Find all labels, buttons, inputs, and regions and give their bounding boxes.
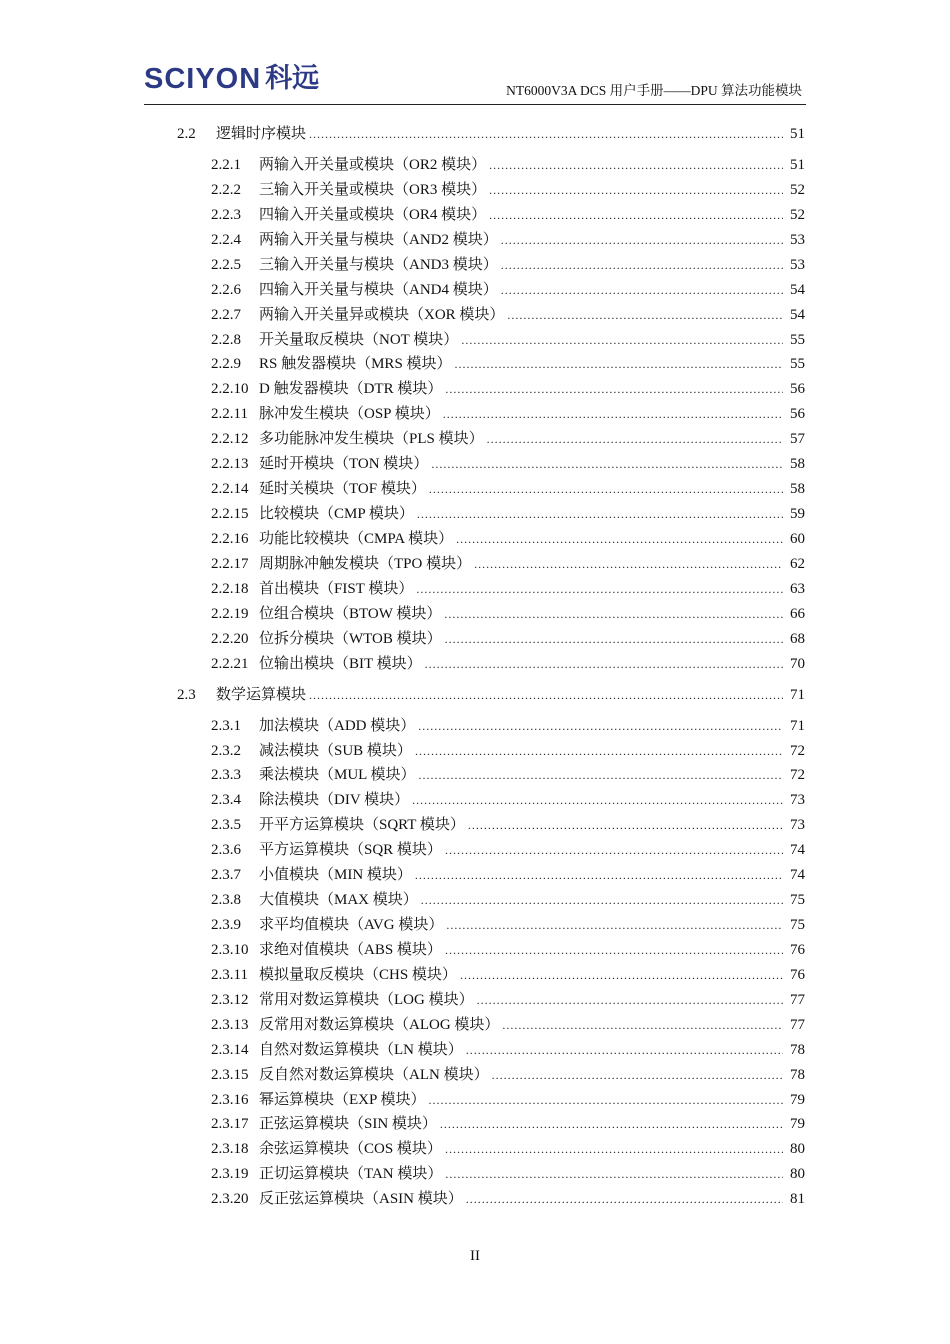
toc-entry-title: 求绝对值模块（ABS 模块） <box>259 941 442 958</box>
toc-page-number: 72 <box>790 767 805 784</box>
toc-subsection-row[interactable] <box>211 889 805 911</box>
page-header <box>0 0 950 110</box>
toc-entry-title: 开平方运算模块（SQRT 模块） <box>259 817 465 834</box>
toc-entry-number: 2.3.3 <box>211 767 241 784</box>
toc-subsection-row[interactable] <box>211 1163 805 1185</box>
toc-dot-leader <box>502 1014 783 1036</box>
toc-page-number: 52 <box>790 206 805 223</box>
page-number: II <box>470 1248 480 1264</box>
toc-entry-number: 2.3.19 <box>211 1166 249 1183</box>
document-title: NT6000V3A DCS 用户手册——DPU 算法功能模块 <box>506 83 802 98</box>
toc-subsection-row[interactable] <box>211 353 805 375</box>
toc-dot-leader <box>466 1039 783 1061</box>
toc-subsection-row[interactable] <box>211 1064 805 1086</box>
toc-entry-number: 2.2.12 <box>211 431 249 448</box>
toc-page-number: 63 <box>790 580 805 597</box>
toc-dot-leader <box>419 764 783 786</box>
toc-entry-number: 2.3.14 <box>211 1041 249 1058</box>
toc-entry-title: 逻辑时序模块 <box>216 126 307 142</box>
header-divider <box>144 104 806 105</box>
toc-page-number: 73 <box>790 792 805 809</box>
toc-dot-leader <box>474 553 783 575</box>
toc-dot-leader <box>416 578 783 600</box>
toc-entry-title: 两输入开关量异或模块（XOR 模块） <box>259 306 505 323</box>
toc-subsection-row[interactable] <box>211 864 805 886</box>
toc-subsection-row[interactable] <box>211 839 805 861</box>
toc-dot-leader <box>487 428 783 450</box>
toc-page-number: 73 <box>790 817 805 834</box>
toc-page-number: 81 <box>790 1191 805 1208</box>
toc-page-number: 76 <box>790 966 805 983</box>
toc-subsection-row[interactable] <box>211 528 805 550</box>
toc-page-number: 59 <box>790 506 805 523</box>
toc-entry-number: 2.2.15 <box>211 506 249 523</box>
toc-entry-title: 位组合模块（BTOW 模块） <box>259 605 442 622</box>
toc-dot-leader <box>455 353 783 375</box>
toc-page-number: 70 <box>790 655 805 672</box>
toc-entry-number: 2.3.13 <box>211 1016 249 1033</box>
toc-entry-number: 2.3.4 <box>211 792 241 809</box>
toc-page-number: 51 <box>790 126 805 142</box>
toc-dot-leader <box>429 1089 783 1111</box>
toc-entry-number: 2.3.8 <box>211 892 241 909</box>
toc-entry-title: 反常用对数运算模块（ALOG 模块） <box>259 1016 500 1033</box>
toc-subsection-row[interactable] <box>211 428 805 450</box>
toc-dot-leader <box>309 123 783 145</box>
toc-entry-title: 大值模块（MAX 模块） <box>259 892 418 909</box>
toc-entry-number: 2.3.16 <box>211 1091 249 1108</box>
toc-entry-number: 2.3.10 <box>211 941 249 958</box>
toc-page-number: 79 <box>790 1091 805 1108</box>
toc-entry-title: 正切运算模块（TAN 模块） <box>259 1166 443 1183</box>
toc-entry-title: 延时开模块（TON 模块） <box>259 456 429 473</box>
toc-page-number: 71 <box>790 717 805 734</box>
toc-entry-number: 2.2.21 <box>211 655 249 672</box>
toc-subsection-row[interactable] <box>211 229 805 251</box>
toc-page-number: 58 <box>790 456 805 473</box>
toc-entry-title: RS 触发器模块（MRS 模块） <box>259 356 452 373</box>
toc-dot-leader <box>507 304 783 326</box>
toc-entry-title: 四输入开关量与模块（AND4 模块） <box>259 281 498 298</box>
toc-subsection-row[interactable] <box>211 1089 805 1111</box>
toc-page-number: 68 <box>790 630 805 647</box>
toc-page-number: 79 <box>790 1116 805 1133</box>
toc-entry-title: 功能比较模块（CMPA 模块） <box>259 530 454 547</box>
toc-subsection-row[interactable] <box>211 764 805 786</box>
toc-page-number: 74 <box>790 867 805 884</box>
toc-entry-title: 周期脉冲触发模块（TPO 模块） <box>259 555 472 572</box>
toc-entry-number: 2.2.18 <box>211 580 249 597</box>
toc-dot-leader <box>417 503 783 525</box>
toc-dot-leader <box>489 179 783 201</box>
toc-subsection-row[interactable] <box>211 403 805 425</box>
toc-entry-number: 2.2.10 <box>211 381 249 398</box>
toc-entry-number: 2.2.3 <box>211 206 241 223</box>
toc-dot-leader <box>445 839 783 861</box>
toc-dot-leader <box>460 964 783 986</box>
toc-entry-title: 三输入开关量或模块（OR3 模块） <box>259 181 487 198</box>
toc-dot-leader <box>431 453 783 475</box>
toc-dot-leader <box>418 715 783 737</box>
toc-subsection-row[interactable] <box>211 740 805 762</box>
toc-entry-title: D 触发器模块（DTR 模块） <box>259 381 443 398</box>
toc-dot-leader <box>461 329 783 351</box>
toc-dot-leader <box>425 653 783 675</box>
toc-page-number: 77 <box>790 1016 805 1033</box>
toc-entry-number: 2.2.2 <box>211 181 241 198</box>
toc-entry-title: 余弦运算模块（COS 模块） <box>259 1141 442 1158</box>
toc-entry-number: 2.2.6 <box>211 281 241 298</box>
toc-subsection-row[interactable] <box>211 1188 805 1210</box>
toc-entry-number: 2.3.6 <box>211 842 241 859</box>
toc-page-number: 55 <box>790 356 805 373</box>
toc-page-number: 77 <box>790 991 805 1008</box>
toc-dot-leader <box>501 279 783 301</box>
toc-entry-number: 2.3.18 <box>211 1141 249 1158</box>
toc-subsection-row[interactable] <box>211 964 805 986</box>
toc-entry-title: 两输入开关量与模块（AND2 模块） <box>259 231 498 248</box>
toc-dot-leader <box>440 1113 783 1135</box>
toc-entry-number: 2.2.13 <box>211 456 249 473</box>
toc-dot-leader <box>445 939 783 961</box>
toc-entry-title: 反正弦运算模块（ASIN 模块） <box>259 1191 463 1208</box>
toc-entry-number: 2.3.7 <box>211 867 241 884</box>
toc-dot-leader <box>415 740 783 762</box>
toc-page-number: 52 <box>790 181 805 198</box>
toc-entry-title: 比较模块（CMP 模块） <box>259 506 414 523</box>
toc-page-number: 62 <box>790 555 805 572</box>
toc-subsection-row[interactable] <box>211 603 805 625</box>
toc-page-number: 51 <box>790 157 805 173</box>
toc-entry-number: 2.3.17 <box>211 1116 249 1133</box>
toc-subsection-row[interactable] <box>211 553 805 575</box>
toc-dot-leader <box>501 254 783 276</box>
toc-entry-title: 常用对数运算模块（LOG 模块） <box>259 991 474 1008</box>
toc-dot-leader <box>429 478 783 500</box>
toc-entry-number: 2.3.2 <box>211 742 241 759</box>
toc-page-number: 80 <box>790 1166 805 1183</box>
toc-entry-number: 2.2 <box>177 126 196 142</box>
toc-subsection-row[interactable] <box>211 1014 805 1036</box>
toc-entry-number: 2.3 <box>177 686 196 703</box>
toc-entry-number: 2.3.15 <box>211 1066 249 1083</box>
toc-entry-number: 2.3.12 <box>211 991 249 1008</box>
toc-page-number: 78 <box>790 1066 805 1083</box>
toc-page-number: 75 <box>790 917 805 934</box>
sciyon-logo <box>144 64 319 94</box>
toc-entry-title: 脉冲发生模块（OSP 模块） <box>259 406 440 423</box>
toc-entry-title: 两输入开关量或模块（OR2 模块） <box>259 157 487 173</box>
toc-entry-title: 模拟量取反模块（CHS 模块） <box>259 966 457 983</box>
toc-subsection-row[interactable] <box>211 628 805 650</box>
toc-entry-title: 延时关模块（TOF 模块） <box>259 481 426 498</box>
toc-entry-number: 2.2.1 <box>211 157 241 173</box>
toc-entry-title: 正弦运算模块（SIN 模块） <box>259 1116 437 1133</box>
toc-subsection-row[interactable] <box>211 378 805 400</box>
toc-page-number: 55 <box>790 331 805 348</box>
toc-dot-leader <box>492 1064 783 1086</box>
toc-subsection-row[interactable] <box>211 329 805 351</box>
toc-subsection-row[interactable] <box>211 279 805 301</box>
toc-entry-title: 数学运算模块 <box>216 686 307 703</box>
toc-dot-leader <box>444 603 783 625</box>
toc-entry-title: 小值模块（MIN 模块） <box>259 867 412 884</box>
toc-entry-title: 减法模块（SUB 模块） <box>259 742 412 759</box>
toc-entry-number: 2.3.1 <box>211 717 241 734</box>
toc-entry-title: 三输入开关量与模块（AND3 模块） <box>259 256 498 273</box>
toc-dot-leader <box>412 789 783 811</box>
toc-subsection-row[interactable] <box>211 653 805 675</box>
toc-section-row[interactable] <box>177 123 805 145</box>
toc-subsection-row[interactable] <box>211 154 805 176</box>
toc-page-number: 60 <box>790 530 805 547</box>
toc-page-number: 56 <box>790 381 805 398</box>
toc-dot-leader <box>489 154 783 176</box>
toc-page-number: 74 <box>790 842 805 859</box>
toc-dot-leader <box>445 1163 783 1185</box>
toc-dot-leader <box>456 528 783 550</box>
toc-dot-leader <box>443 403 783 425</box>
toc-subsection-row[interactable] <box>211 814 805 836</box>
toc-entry-number: 2.2.8 <box>211 331 241 348</box>
toc-page-number: 66 <box>790 605 805 622</box>
toc-subsection-row[interactable] <box>211 204 805 226</box>
toc-entry-number: 2.3.20 <box>211 1191 249 1208</box>
toc-subsection-row[interactable] <box>211 715 805 737</box>
toc-subsection-row[interactable] <box>211 1039 805 1061</box>
toc-entry-title: 除法模块（DIV 模块） <box>259 792 410 809</box>
toc-dot-leader <box>501 229 783 251</box>
toc-page-number: 53 <box>790 256 805 273</box>
toc-page-number: 72 <box>790 742 805 759</box>
toc-page-number: 80 <box>790 1141 805 1158</box>
toc-entry-number: 2.3.11 <box>211 966 248 983</box>
toc-subsection-row[interactable] <box>211 1113 805 1135</box>
toc-subsection-row[interactable] <box>211 179 805 201</box>
toc-dot-leader <box>445 1138 783 1160</box>
toc-subsection-row[interactable] <box>211 254 805 276</box>
toc-subsection-row[interactable] <box>211 503 805 525</box>
toc-entry-number: 2.3.5 <box>211 817 241 834</box>
toc-entry-title: 四输入开关量或模块（OR4 模块） <box>259 206 487 223</box>
toc-page-number: 76 <box>790 941 805 958</box>
toc-subsection-row[interactable] <box>211 578 805 600</box>
logo-cn-text: 科远 <box>265 63 320 94</box>
toc-dot-leader <box>446 914 783 936</box>
toc-subsection-row[interactable] <box>211 304 805 326</box>
toc-entry-number: 2.2.4 <box>211 231 241 248</box>
toc-dot-leader <box>468 814 783 836</box>
toc-entry-title: 位拆分模块（WTOB 模块） <box>259 630 442 647</box>
toc-entry-number: 2.2.20 <box>211 630 249 647</box>
toc-entry-number: 2.2.14 <box>211 481 249 498</box>
toc-entry-number: 2.2.11 <box>211 406 248 423</box>
toc-dot-leader <box>466 1188 783 1210</box>
toc-entry-title: 乘法模块（MUL 模块） <box>259 767 416 784</box>
toc-entry-title: 幂运算模块（EXP 模块） <box>259 1091 426 1108</box>
toc-entry-title: 加法模块（ADD 模块） <box>259 717 416 734</box>
toc-page-number: 56 <box>790 406 805 423</box>
toc-page-number: 71 <box>790 686 805 703</box>
toc-entry-number: 2.2.9 <box>211 356 241 373</box>
toc-dot-leader <box>309 684 783 706</box>
toc-page-number: 57 <box>790 431 805 448</box>
toc-entry-title: 求平均值模块（AVG 模块） <box>259 917 444 934</box>
toc-entry-number: 2.2.7 <box>211 306 241 323</box>
toc-entry-title: 多功能脉冲发生模块（PLS 模块） <box>259 431 484 448</box>
toc-page-number: 54 <box>790 306 805 323</box>
toc-entry-number: 2.2.19 <box>211 605 249 622</box>
toc-subsection-row[interactable] <box>211 1138 805 1160</box>
toc-page-number: 58 <box>790 481 805 498</box>
toc-page-number: 78 <box>790 1041 805 1058</box>
toc-dot-leader <box>489 204 783 226</box>
toc-entry-title: 平方运算模块（SQR 模块） <box>259 842 442 859</box>
toc-entry-number: 2.3.9 <box>211 917 241 934</box>
toc-page-number: 54 <box>790 281 805 298</box>
toc-dot-leader <box>421 889 783 911</box>
toc-subsection-row[interactable] <box>211 478 805 500</box>
toc-entry-title: 首出模块（FIST 模块） <box>259 580 414 597</box>
toc-subsection-row[interactable] <box>211 939 805 961</box>
toc-entry-number: 2.2.17 <box>211 555 249 572</box>
toc-dot-leader <box>415 864 783 886</box>
toc-subsection-row[interactable] <box>211 914 805 936</box>
toc-entry-title: 自然对数运算模块（LN 模块） <box>259 1041 463 1058</box>
toc-dot-leader <box>445 628 783 650</box>
toc-page-number: 75 <box>790 892 805 909</box>
toc-entry-title: 位输出模块（BIT 模块） <box>259 655 422 672</box>
toc-entry-title: 开关量取反模块（NOT 模块） <box>259 331 459 348</box>
toc-page-number: 53 <box>790 231 805 248</box>
toc-section-row[interactable] <box>177 684 805 706</box>
toc-subsection-row[interactable] <box>211 789 805 811</box>
toc-entry-number: 2.2.16 <box>211 530 249 547</box>
toc-subsection-row[interactable] <box>211 989 805 1011</box>
toc-entry-title: 反自然对数运算模块（ALN 模块） <box>259 1066 489 1083</box>
toc-entry-number: 2.2.5 <box>211 256 241 273</box>
toc-dot-leader <box>477 989 783 1011</box>
toc-dot-leader <box>445 378 783 400</box>
toc-subsection-row[interactable] <box>211 453 805 475</box>
logo-text: SCIYON <box>144 63 262 95</box>
